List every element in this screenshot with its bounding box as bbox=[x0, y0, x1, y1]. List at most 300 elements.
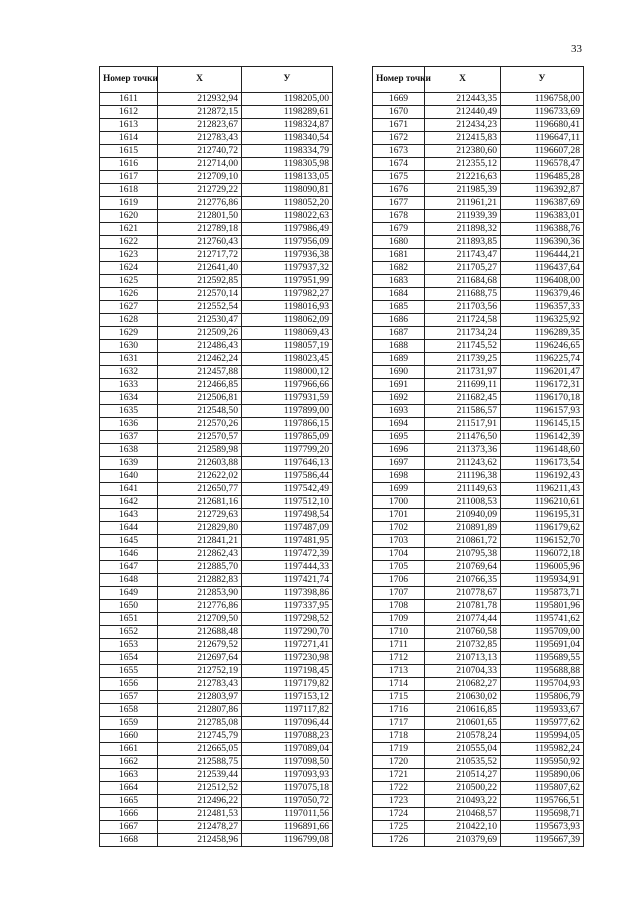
y-coordinate-cell: 1197075,18 bbox=[242, 782, 333, 795]
x-coordinate-cell: 210422,10 bbox=[425, 821, 501, 834]
y-coordinate-cell: 1197931,59 bbox=[242, 392, 333, 405]
x-coordinate-cell: 212783,43 bbox=[158, 678, 242, 691]
x-coordinate-cell: 212458,96 bbox=[158, 834, 242, 847]
x-coordinate-cell: 212539,44 bbox=[158, 769, 242, 782]
table-row bbox=[373, 366, 584, 379]
x-coordinate-cell: 211684,68 bbox=[425, 275, 501, 288]
table-row bbox=[373, 392, 584, 405]
table-row bbox=[373, 496, 584, 509]
y-coordinate-cell: 1196148,60 bbox=[501, 444, 584, 457]
table-row bbox=[373, 600, 584, 613]
x-coordinate-cell: 212885,70 bbox=[158, 561, 242, 574]
y-coordinate-cell: 1198000,12 bbox=[242, 366, 333, 379]
y-coordinate-cell: 1197899,00 bbox=[242, 405, 333, 418]
point-number-cell: 1704 bbox=[373, 548, 425, 561]
table-row bbox=[373, 340, 584, 353]
point-number-cell: 1623 bbox=[100, 249, 158, 262]
point-number-cell: 1619 bbox=[100, 197, 158, 210]
point-number-cell: 1674 bbox=[373, 158, 425, 171]
point-number-cell: 1679 bbox=[373, 223, 425, 236]
coordinates-table-left bbox=[99, 66, 333, 847]
y-coordinate-cell: 1198133,05 bbox=[242, 171, 333, 184]
point-number-cell: 1626 bbox=[100, 288, 158, 301]
point-number-cell: 1717 bbox=[373, 717, 425, 730]
y-coordinate-cell: 1197481,95 bbox=[242, 535, 333, 548]
y-coordinate-cell: 1196325,92 bbox=[501, 314, 584, 327]
y-coordinate-cell: 1198334,79 bbox=[242, 145, 333, 158]
y-coordinate-cell: 1197444,33 bbox=[242, 561, 333, 574]
y-coordinate-cell: 1196145,15 bbox=[501, 418, 584, 431]
x-coordinate-cell: 212841,21 bbox=[158, 535, 242, 548]
point-number-cell: 1697 bbox=[373, 457, 425, 470]
y-coordinate-cell: 1197512,10 bbox=[242, 496, 333, 509]
y-coordinate-cell: 1197498,54 bbox=[242, 509, 333, 522]
x-coordinate-cell: 212509,26 bbox=[158, 327, 242, 340]
y-coordinate-cell: 1195709,00 bbox=[501, 626, 584, 639]
table-row bbox=[373, 795, 584, 808]
table-row bbox=[373, 730, 584, 743]
table-row bbox=[100, 470, 333, 483]
x-coordinate-cell: 210630,02 bbox=[425, 691, 501, 704]
table-row bbox=[100, 340, 333, 353]
x-coordinate-cell: 212570,57 bbox=[158, 431, 242, 444]
x-coordinate-cell: 212548,50 bbox=[158, 405, 242, 418]
table-row bbox=[100, 821, 333, 834]
point-number-cell: 1684 bbox=[373, 288, 425, 301]
y-coordinate-cell: 1196201,47 bbox=[501, 366, 584, 379]
y-coordinate-cell: 1198305,98 bbox=[242, 158, 333, 171]
y-coordinate-cell: 1196392,87 bbox=[501, 184, 584, 197]
point-number-cell: 1632 bbox=[100, 366, 158, 379]
point-number-cell: 1646 bbox=[100, 548, 158, 561]
table-row bbox=[373, 353, 584, 366]
table-row bbox=[373, 405, 584, 418]
table-row bbox=[100, 691, 333, 704]
y-coordinate-cell: 1197093,93 bbox=[242, 769, 333, 782]
x-coordinate-cell: 210766,35 bbox=[425, 574, 501, 587]
y-coordinate-cell: 1197986,49 bbox=[242, 223, 333, 236]
table-row bbox=[100, 795, 333, 808]
point-number-cell: 1695 bbox=[373, 431, 425, 444]
y-coordinate-cell: 1197398,86 bbox=[242, 587, 333, 600]
table-row bbox=[100, 223, 333, 236]
x-coordinate-cell: 212466,85 bbox=[158, 379, 242, 392]
table-row bbox=[373, 782, 584, 795]
x-coordinate-cell: 212679,52 bbox=[158, 639, 242, 652]
x-coordinate-cell: 210891,89 bbox=[425, 522, 501, 535]
point-number-cell: 1675 bbox=[373, 171, 425, 184]
point-number-cell: 1677 bbox=[373, 197, 425, 210]
point-number-cell: 1643 bbox=[100, 509, 158, 522]
table-row bbox=[100, 405, 333, 418]
y-coordinate-cell: 1197646,13 bbox=[242, 457, 333, 470]
x-coordinate-cell: 212872,15 bbox=[158, 106, 242, 119]
point-number-cell: 1701 bbox=[373, 509, 425, 522]
x-coordinate-cell: 210578,24 bbox=[425, 730, 501, 743]
y-coordinate-cell: 1197088,23 bbox=[242, 730, 333, 743]
point-number-cell: 1706 bbox=[373, 574, 425, 587]
table-row bbox=[373, 262, 584, 275]
table-row bbox=[373, 821, 584, 834]
point-number-cell: 1660 bbox=[100, 730, 158, 743]
point-number-cell: 1633 bbox=[100, 379, 158, 392]
table-row bbox=[373, 145, 584, 158]
y-coordinate-cell: 1198052,20 bbox=[242, 197, 333, 210]
x-coordinate-cell: 212729,63 bbox=[158, 509, 242, 522]
x-coordinate-cell: 210500,22 bbox=[425, 782, 501, 795]
table-row bbox=[100, 704, 333, 717]
y-coordinate-cell: 1197011,56 bbox=[242, 808, 333, 821]
table-row bbox=[373, 535, 584, 548]
point-number-cell: 1700 bbox=[373, 496, 425, 509]
point-number-cell: 1696 bbox=[373, 444, 425, 457]
point-number-cell: 1710 bbox=[373, 626, 425, 639]
x-coordinate-cell: 211724,58 bbox=[425, 314, 501, 327]
y-coordinate-cell: 1196607,28 bbox=[501, 145, 584, 158]
table-row bbox=[100, 834, 333, 847]
table-row bbox=[100, 561, 333, 574]
x-coordinate-cell: 212506,81 bbox=[158, 392, 242, 405]
y-coordinate-cell: 1195994,05 bbox=[501, 730, 584, 743]
x-coordinate-cell: 212496,22 bbox=[158, 795, 242, 808]
table-row bbox=[373, 249, 584, 262]
point-number-cell: 1694 bbox=[373, 418, 425, 431]
y-coordinate-cell: 1196390,36 bbox=[501, 236, 584, 249]
point-number-cell: 1613 bbox=[100, 119, 158, 132]
y-coordinate-cell: 1196142,39 bbox=[501, 431, 584, 444]
y-coordinate-cell: 1195704,93 bbox=[501, 678, 584, 691]
table-row bbox=[100, 353, 333, 366]
y-coordinate-cell: 1198289,61 bbox=[242, 106, 333, 119]
y-coordinate-cell: 1198090,81 bbox=[242, 184, 333, 197]
point-number-cell: 1692 bbox=[373, 392, 425, 405]
point-number-cell: 1713 bbox=[373, 665, 425, 678]
table-row bbox=[373, 678, 584, 691]
x-coordinate-cell: 211703,56 bbox=[425, 301, 501, 314]
y-coordinate-cell: 1196173,54 bbox=[501, 457, 584, 470]
table-row bbox=[100, 236, 333, 249]
y-coordinate-cell: 1195801,96 bbox=[501, 600, 584, 613]
y-coordinate-cell: 1197966,66 bbox=[242, 379, 333, 392]
table-row bbox=[373, 132, 584, 145]
y-coordinate-cell: 1196408,00 bbox=[501, 275, 584, 288]
table-row bbox=[373, 171, 584, 184]
x-coordinate-cell: 212785,08 bbox=[158, 717, 242, 730]
y-coordinate-cell: 1197337,95 bbox=[242, 600, 333, 613]
x-coordinate-cell: 212783,43 bbox=[158, 132, 242, 145]
y-coordinate-cell: 1197586,44 bbox=[242, 470, 333, 483]
x-coordinate-cell: 212823,67 bbox=[158, 119, 242, 132]
x-coordinate-cell: 212588,75 bbox=[158, 756, 242, 769]
point-number-cell: 1661 bbox=[100, 743, 158, 756]
y-coordinate-cell: 1198324,87 bbox=[242, 119, 333, 132]
table-row bbox=[373, 210, 584, 223]
table-row bbox=[373, 522, 584, 535]
point-number-cell: 1667 bbox=[100, 821, 158, 834]
y-coordinate-cell: 1195977,62 bbox=[501, 717, 584, 730]
table-row bbox=[100, 535, 333, 548]
x-coordinate-cell: 210795,38 bbox=[425, 548, 501, 561]
x-coordinate-cell: 211961,21 bbox=[425, 197, 501, 210]
y-coordinate-cell: 1195934,91 bbox=[501, 574, 584, 587]
y-coordinate-cell: 1195766,51 bbox=[501, 795, 584, 808]
x-coordinate-cell: 212729,22 bbox=[158, 184, 242, 197]
point-number-cell: 1636 bbox=[100, 418, 158, 431]
y-coordinate-cell: 1196179,62 bbox=[501, 522, 584, 535]
y-coordinate-cell: 1198205,00 bbox=[242, 93, 333, 106]
table-row bbox=[100, 379, 333, 392]
x-coordinate-cell: 212440,49 bbox=[425, 106, 501, 119]
y-coordinate-cell: 1195691,04 bbox=[501, 639, 584, 652]
x-coordinate-cell: 212530,47 bbox=[158, 314, 242, 327]
point-number-cell: 1719 bbox=[373, 743, 425, 756]
point-number-cell: 1628 bbox=[100, 314, 158, 327]
point-number-cell: 1663 bbox=[100, 769, 158, 782]
table-row bbox=[100, 756, 333, 769]
point-number-cell: 1665 bbox=[100, 795, 158, 808]
point-number-cell: 1721 bbox=[373, 769, 425, 782]
x-coordinate-cell: 210774,44 bbox=[425, 613, 501, 626]
table-row bbox=[373, 743, 584, 756]
point-number-cell: 1620 bbox=[100, 210, 158, 223]
point-number-cell: 1629 bbox=[100, 327, 158, 340]
y-coordinate-cell: 1198057,19 bbox=[242, 340, 333, 353]
table-row bbox=[373, 587, 584, 600]
point-number-cell: 1690 bbox=[373, 366, 425, 379]
point-number-cell: 1666 bbox=[100, 808, 158, 821]
y-coordinate-cell: 1196383,01 bbox=[501, 210, 584, 223]
table-row bbox=[100, 132, 333, 145]
y-coordinate-cell: 1198023,45 bbox=[242, 353, 333, 366]
y-coordinate-cell: 1197865,09 bbox=[242, 431, 333, 444]
point-number-cell: 1672 bbox=[373, 132, 425, 145]
point-number-cell: 1664 bbox=[100, 782, 158, 795]
x-coordinate-cell: 211893,85 bbox=[425, 236, 501, 249]
x-coordinate-cell: 212380,60 bbox=[425, 145, 501, 158]
point-number-cell: 1724 bbox=[373, 808, 425, 821]
x-coordinate-cell: 212622,02 bbox=[158, 470, 242, 483]
y-coordinate-cell: 1196437,64 bbox=[501, 262, 584, 275]
x-coordinate-cell: 210713,13 bbox=[425, 652, 501, 665]
point-number-cell: 1725 bbox=[373, 821, 425, 834]
x-coordinate-cell: 212570,14 bbox=[158, 288, 242, 301]
point-number-cell: 1726 bbox=[373, 834, 425, 847]
table-row bbox=[373, 470, 584, 483]
point-number-cell: 1683 bbox=[373, 275, 425, 288]
point-number-cell: 1653 bbox=[100, 639, 158, 652]
point-number-cell: 1638 bbox=[100, 444, 158, 457]
point-number-cell: 1634 bbox=[100, 392, 158, 405]
point-number-cell: 1652 bbox=[100, 626, 158, 639]
header-point-number: Номер точки bbox=[100, 67, 158, 93]
table-row bbox=[373, 756, 584, 769]
x-coordinate-cell: 212801,50 bbox=[158, 210, 242, 223]
x-coordinate-cell: 211743,47 bbox=[425, 249, 501, 262]
point-number-cell: 1715 bbox=[373, 691, 425, 704]
x-coordinate-cell: 212745,79 bbox=[158, 730, 242, 743]
point-number-cell: 1711 bbox=[373, 639, 425, 652]
header-point-number: Номер точки bbox=[373, 67, 425, 93]
table-row bbox=[373, 106, 584, 119]
table-row bbox=[373, 561, 584, 574]
y-coordinate-cell: 1195933,67 bbox=[501, 704, 584, 717]
x-coordinate-cell: 212457,88 bbox=[158, 366, 242, 379]
y-coordinate-cell: 1197230,98 bbox=[242, 652, 333, 665]
y-coordinate-cell: 1197089,04 bbox=[242, 743, 333, 756]
y-coordinate-cell: 1197298,52 bbox=[242, 613, 333, 626]
table-row bbox=[100, 496, 333, 509]
table-row bbox=[373, 626, 584, 639]
x-coordinate-cell: 210535,52 bbox=[425, 756, 501, 769]
point-number-cell: 1651 bbox=[100, 613, 158, 626]
y-coordinate-cell: 1196152,70 bbox=[501, 535, 584, 548]
y-coordinate-cell: 1197982,27 bbox=[242, 288, 333, 301]
x-coordinate-cell: 212462,24 bbox=[158, 353, 242, 366]
point-number-cell: 1676 bbox=[373, 184, 425, 197]
point-number-cell: 1616 bbox=[100, 158, 158, 171]
point-number-cell: 1670 bbox=[373, 106, 425, 119]
y-coordinate-cell: 1197937,32 bbox=[242, 262, 333, 275]
point-number-cell: 1722 bbox=[373, 782, 425, 795]
x-coordinate-cell: 211008,53 bbox=[425, 496, 501, 509]
y-coordinate-cell: 1197487,09 bbox=[242, 522, 333, 535]
point-number-cell: 1709 bbox=[373, 613, 425, 626]
point-number-cell: 1627 bbox=[100, 301, 158, 314]
table-row bbox=[373, 301, 584, 314]
x-coordinate-cell: 212829,80 bbox=[158, 522, 242, 535]
x-coordinate-cell: 210732,85 bbox=[425, 639, 501, 652]
y-coordinate-cell: 1196444,21 bbox=[501, 249, 584, 262]
point-number-cell: 1625 bbox=[100, 275, 158, 288]
x-coordinate-cell: 211149,63 bbox=[425, 483, 501, 496]
y-coordinate-cell: 1195688,88 bbox=[501, 665, 584, 678]
table-row bbox=[100, 522, 333, 535]
point-number-cell: 1640 bbox=[100, 470, 158, 483]
table-row bbox=[100, 158, 333, 171]
table-row bbox=[373, 808, 584, 821]
point-number-cell: 1703 bbox=[373, 535, 425, 548]
x-coordinate-cell: 211939,39 bbox=[425, 210, 501, 223]
table-row bbox=[373, 574, 584, 587]
y-coordinate-cell: 1196758,00 bbox=[501, 93, 584, 106]
y-coordinate-cell: 1195667,39 bbox=[501, 834, 584, 847]
y-coordinate-cell: 1197198,45 bbox=[242, 665, 333, 678]
table-row bbox=[100, 678, 333, 691]
point-number-cell: 1689 bbox=[373, 353, 425, 366]
y-coordinate-cell: 1197936,38 bbox=[242, 249, 333, 262]
y-coordinate-cell: 1196647,11 bbox=[501, 132, 584, 145]
x-coordinate-cell: 211699,11 bbox=[425, 379, 501, 392]
x-coordinate-cell: 212697,64 bbox=[158, 652, 242, 665]
table-row bbox=[100, 613, 333, 626]
table-row bbox=[373, 418, 584, 431]
x-coordinate-cell: 212216,63 bbox=[425, 171, 501, 184]
y-coordinate-cell: 1197050,72 bbox=[242, 795, 333, 808]
y-coordinate-cell: 1197153,12 bbox=[242, 691, 333, 704]
point-number-cell: 1688 bbox=[373, 340, 425, 353]
table-row bbox=[373, 119, 584, 132]
y-coordinate-cell: 1196387,69 bbox=[501, 197, 584, 210]
point-number-cell: 1723 bbox=[373, 795, 425, 808]
x-coordinate-cell: 212650,77 bbox=[158, 483, 242, 496]
x-coordinate-cell: 210704,33 bbox=[425, 665, 501, 678]
table-row bbox=[100, 106, 333, 119]
x-coordinate-cell: 211745,52 bbox=[425, 340, 501, 353]
y-coordinate-cell: 1195741,62 bbox=[501, 613, 584, 626]
table-row bbox=[100, 639, 333, 652]
point-number-cell: 1659 bbox=[100, 717, 158, 730]
table-row bbox=[100, 262, 333, 275]
y-coordinate-cell: 1197951,99 bbox=[242, 275, 333, 288]
y-coordinate-cell: 1196485,28 bbox=[501, 171, 584, 184]
x-coordinate-cell: 210778,67 bbox=[425, 587, 501, 600]
y-coordinate-cell: 1197117,82 bbox=[242, 704, 333, 717]
point-number-cell: 1669 bbox=[373, 93, 425, 106]
table-row bbox=[100, 288, 333, 301]
page-number: 33 bbox=[571, 43, 582, 55]
table-row bbox=[100, 782, 333, 795]
y-coordinate-cell: 1196357,33 bbox=[501, 301, 584, 314]
x-coordinate-cell: 210514,27 bbox=[425, 769, 501, 782]
x-coordinate-cell: 212760,43 bbox=[158, 236, 242, 249]
table-row bbox=[373, 275, 584, 288]
x-coordinate-cell: 212641,40 bbox=[158, 262, 242, 275]
y-coordinate-cell: 1196170,18 bbox=[501, 392, 584, 405]
table-row bbox=[100, 730, 333, 743]
y-coordinate-cell: 1198340,54 bbox=[242, 132, 333, 145]
table-row bbox=[100, 665, 333, 678]
point-number-cell: 1691 bbox=[373, 379, 425, 392]
point-number-cell: 1637 bbox=[100, 431, 158, 444]
point-number-cell: 1654 bbox=[100, 652, 158, 665]
point-number-cell: 1714 bbox=[373, 678, 425, 691]
x-coordinate-cell: 212740,72 bbox=[158, 145, 242, 158]
point-number-cell: 1614 bbox=[100, 132, 158, 145]
table-row bbox=[100, 444, 333, 457]
table-row bbox=[373, 483, 584, 496]
point-number-cell: 1649 bbox=[100, 587, 158, 600]
table-row bbox=[373, 431, 584, 444]
y-coordinate-cell: 1195950,92 bbox=[501, 756, 584, 769]
point-number-cell: 1639 bbox=[100, 457, 158, 470]
table-row bbox=[100, 574, 333, 587]
table-row bbox=[373, 223, 584, 236]
point-number-cell: 1624 bbox=[100, 262, 158, 275]
x-coordinate-cell: 211517,91 bbox=[425, 418, 501, 431]
x-coordinate-cell: 212478,27 bbox=[158, 821, 242, 834]
point-number-cell: 1611 bbox=[100, 93, 158, 106]
point-number-cell: 1631 bbox=[100, 353, 158, 366]
x-coordinate-cell: 210468,57 bbox=[425, 808, 501, 821]
y-coordinate-cell: 1198062,09 bbox=[242, 314, 333, 327]
x-coordinate-cell: 211688,75 bbox=[425, 288, 501, 301]
table-row bbox=[100, 600, 333, 613]
coordinates-table-right bbox=[372, 66, 584, 847]
y-coordinate-cell: 1196195,31 bbox=[501, 509, 584, 522]
y-coordinate-cell: 1195806,79 bbox=[501, 691, 584, 704]
point-number-cell: 1612 bbox=[100, 106, 158, 119]
table-row bbox=[100, 314, 333, 327]
x-coordinate-cell: 210682,27 bbox=[425, 678, 501, 691]
table-row bbox=[100, 327, 333, 340]
table-row bbox=[100, 483, 333, 496]
x-coordinate-cell: 212481,53 bbox=[158, 808, 242, 821]
table-row bbox=[100, 210, 333, 223]
point-number-cell: 1680 bbox=[373, 236, 425, 249]
y-coordinate-cell: 1197179,82 bbox=[242, 678, 333, 691]
x-coordinate-cell: 211476,50 bbox=[425, 431, 501, 444]
x-coordinate-cell: 212570,26 bbox=[158, 418, 242, 431]
